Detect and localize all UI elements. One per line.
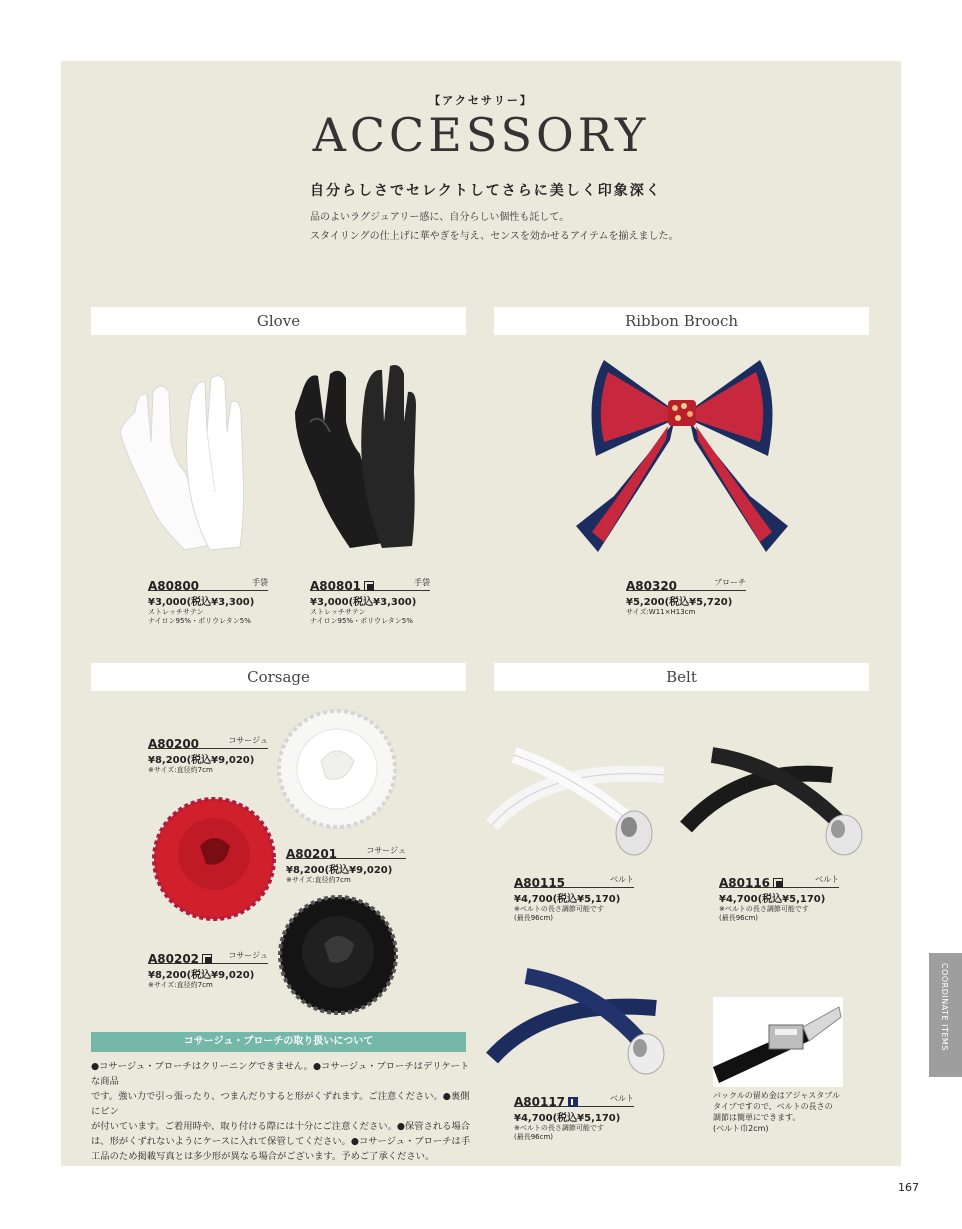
product-price: ¥8,200(税込¥9,020) xyxy=(148,755,255,766)
product-category: ベルト xyxy=(815,875,839,884)
product-code: A80201 xyxy=(286,847,338,861)
lead-line-2: スタイリングの仕上げに華やぎを与え、センスを効かせるアイテムを揃えました。 xyxy=(310,231,679,242)
black-corsage-image xyxy=(272,892,404,1018)
headline: 自分らしさでセレクトしてさらに美しく印象深く xyxy=(310,183,662,199)
product-a80115 xyxy=(514,872,634,923)
buckle-note-line: バックルの留め金はアジャスタブル xyxy=(713,1091,840,1100)
product-code: A80115 xyxy=(514,876,566,890)
white-belt-image xyxy=(484,745,669,857)
product-note: (最長96cm) xyxy=(514,1133,554,1141)
section-ribbon-brooch: Ribbon Brooch xyxy=(494,307,869,335)
care-notice-line: ●コサージュ・ブローチはクリーニングできません。●コサージュ・ブローチはデリケートな商品 xyxy=(91,1061,470,1087)
product-price: ¥3,000(税込¥3,300) xyxy=(148,597,255,608)
product-code: A80202 xyxy=(148,952,200,966)
product-a80320 xyxy=(626,575,746,617)
product-note: サイズ:W11×H13cm xyxy=(626,608,696,616)
product-a80116 xyxy=(719,872,839,923)
product-price: ¥4,700(税込¥5,170) xyxy=(514,1113,621,1124)
product-a80800 xyxy=(148,575,268,626)
stock-mark-icon xyxy=(364,581,374,591)
stock-mark-icon xyxy=(568,1097,578,1107)
product-note: ※サイズ:直径約7cm xyxy=(286,876,351,884)
product-category: コサージュ xyxy=(366,846,406,855)
buckle-note-line: (ベルト巾2cm) xyxy=(713,1124,769,1133)
product-note: ※サイズ:直径約7cm xyxy=(148,981,213,989)
lead-line-1: 品のよいラグジュアリー感に、自分らしい個性も託して。 xyxy=(310,212,570,223)
product-price: ¥8,200(税込¥9,020) xyxy=(148,970,255,981)
buckle-note-line: 調節は簡単にできます。 xyxy=(713,1113,801,1122)
product-note: ナイロン95%・ポリウレタン5% xyxy=(310,617,413,625)
buckle-detail-photo xyxy=(713,997,843,1087)
section-corsage: Corsage xyxy=(91,663,466,691)
care-notice-line: です。強い力で引っ張ったり、つまんだりすると形がくずれます。ご注意ください。●裏側にピン xyxy=(91,1091,470,1117)
care-notice-line: は、形がくずれないようにケースに入れて保管してください。●コサージュ・ブローチは手 xyxy=(91,1136,471,1147)
product-category: ベルト xyxy=(610,1094,634,1103)
product-price: ¥4,700(税込¥5,170) xyxy=(719,894,826,905)
page-title: ACCESSORY xyxy=(312,108,650,162)
care-notice-title: コサージュ・ブローチの取り扱いについて xyxy=(91,1032,466,1052)
red-corsage-image xyxy=(150,794,278,924)
white-glove-image xyxy=(115,372,250,552)
product-a80202 xyxy=(148,948,268,990)
product-note: ストレッチサテン xyxy=(310,608,366,616)
section-glove: Glove xyxy=(91,307,466,335)
product-a80801 xyxy=(310,575,430,626)
product-code: A80320 xyxy=(626,579,678,593)
product-category: コサージュ xyxy=(228,736,268,745)
product-note: ※ベルトの長さ調節可能です xyxy=(514,1124,604,1132)
buckle-note xyxy=(713,1090,853,1134)
side-index-label: COORDINATE ITEMS xyxy=(940,963,949,1051)
product-category: ブローチ xyxy=(714,578,746,587)
product-note: ストレッチサテン xyxy=(148,608,204,616)
product-note: ※ベルトの長さ調節可能です xyxy=(514,905,604,913)
product-price: ¥3,000(税込¥3,300) xyxy=(310,597,417,608)
product-category: ベルト xyxy=(610,875,634,884)
black-belt-image xyxy=(682,745,867,857)
product-a80117 xyxy=(514,1091,634,1142)
navy-belt-image xyxy=(486,968,676,1080)
product-price: ¥5,200(税込¥5,720) xyxy=(626,597,733,608)
buckle-note-line: タイプですので、ベルトの長さの xyxy=(713,1102,833,1111)
product-category: 手袋 xyxy=(414,578,430,587)
care-notice-line: 工品のため掲載写真とは多少形が異なる場合がございます。予めご了承ください。 xyxy=(91,1151,435,1162)
page-number: 167 xyxy=(898,1181,919,1194)
product-code: A80801 xyxy=(310,579,362,593)
stock-mark-icon xyxy=(773,878,783,888)
product-price: ¥4,700(税込¥5,170) xyxy=(514,894,621,905)
product-note: (最長96cm) xyxy=(514,914,554,922)
product-note: ナイロン95%・ポリウレタン5% xyxy=(148,617,251,625)
product-note: ※ベルトの長さ調節可能です xyxy=(719,905,809,913)
product-code: A80117 xyxy=(514,1095,566,1109)
product-category: 手袋 xyxy=(252,578,268,587)
ribbon-brooch-image xyxy=(574,356,790,562)
black-glove-image xyxy=(290,362,420,552)
product-price: ¥8,200(税込¥9,020) xyxy=(286,865,393,876)
product-code: A80200 xyxy=(148,737,200,751)
stock-mark-icon xyxy=(202,954,212,964)
care-notice-line: が付いています。ご着用時や、取り付ける際には十分にご注意ください。●保管される場合 xyxy=(91,1121,471,1132)
product-a80201 xyxy=(286,843,406,885)
section-kicker: 【アクセサリー】 xyxy=(429,94,533,107)
product-a80200 xyxy=(148,733,268,775)
section-belt: Belt xyxy=(494,663,869,691)
product-category: コサージュ xyxy=(228,951,268,960)
product-note: ※サイズ:直径約7cm xyxy=(148,766,213,774)
product-code: A80116 xyxy=(719,876,771,890)
side-index-tab xyxy=(929,953,962,1077)
product-note: (最長96cm) xyxy=(719,914,759,922)
product-code: A80800 xyxy=(148,579,200,593)
white-corsage-image xyxy=(276,706,398,832)
care-notice-body xyxy=(91,1059,471,1164)
